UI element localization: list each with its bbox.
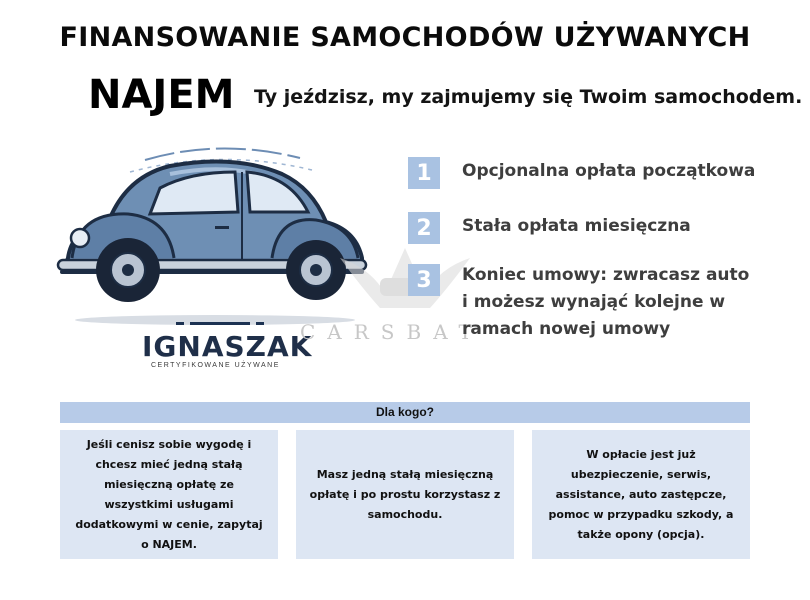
step-3 [408,264,752,343]
brand-decoration [176,322,184,325]
brand-decoration [190,322,250,325]
audience-box-text: W opłacie jest już ubezpieczenie, serwis, assistance, auto zastępcze, pomoc w przypadku szkody, a także opony (opcja). [548,447,734,541]
step-number-badge: 2 [408,212,440,244]
step-text: Stała opłata miesięczna [462,216,691,236]
product-name: NAJEM [88,72,235,118]
step-text: Koniec umowy: zwracasz auto i możesz wynająć kolejne w ramach nowej umowy [462,265,750,339]
step-number-badge: 3 [408,264,440,296]
brand-subtitle: CERTYFIKOWANE UŻYWANE [151,362,280,369]
step-1 [408,157,755,189]
brand-decoration [256,322,264,325]
audience-box [532,430,750,559]
audience-heading: Dla kogo? [60,402,750,423]
audience-box-text: Masz jedną stałą miesięczną opłatę i po prostu korzystasz z samochodu. [309,467,501,521]
step-text: Opcjonalna opłata początkowa [462,161,756,181]
tagline: Ty jeździsz, my zajmujemy się Twoim samochodem. [254,86,803,108]
audience-box-text: Jeśli cenisz sobie wygodę i chcesz mieć jedną stałą miesięczną opłatę ze wszystkimi usługami dodatkowymi w cenie, zapytaj o NAJEM. [75,437,263,551]
car-illustration [50,130,380,330]
watermark-text: CARSBAT [300,320,484,344]
audience-box [60,430,278,559]
step-2 [408,212,691,244]
audience-box [296,430,514,559]
brand-name: IGNASZAK [142,330,313,363]
step-number-badge: 1 [408,157,440,189]
page-title: FINANSOWANIE SAMOCHODÓW UŻYWANYCH [59,22,751,53]
